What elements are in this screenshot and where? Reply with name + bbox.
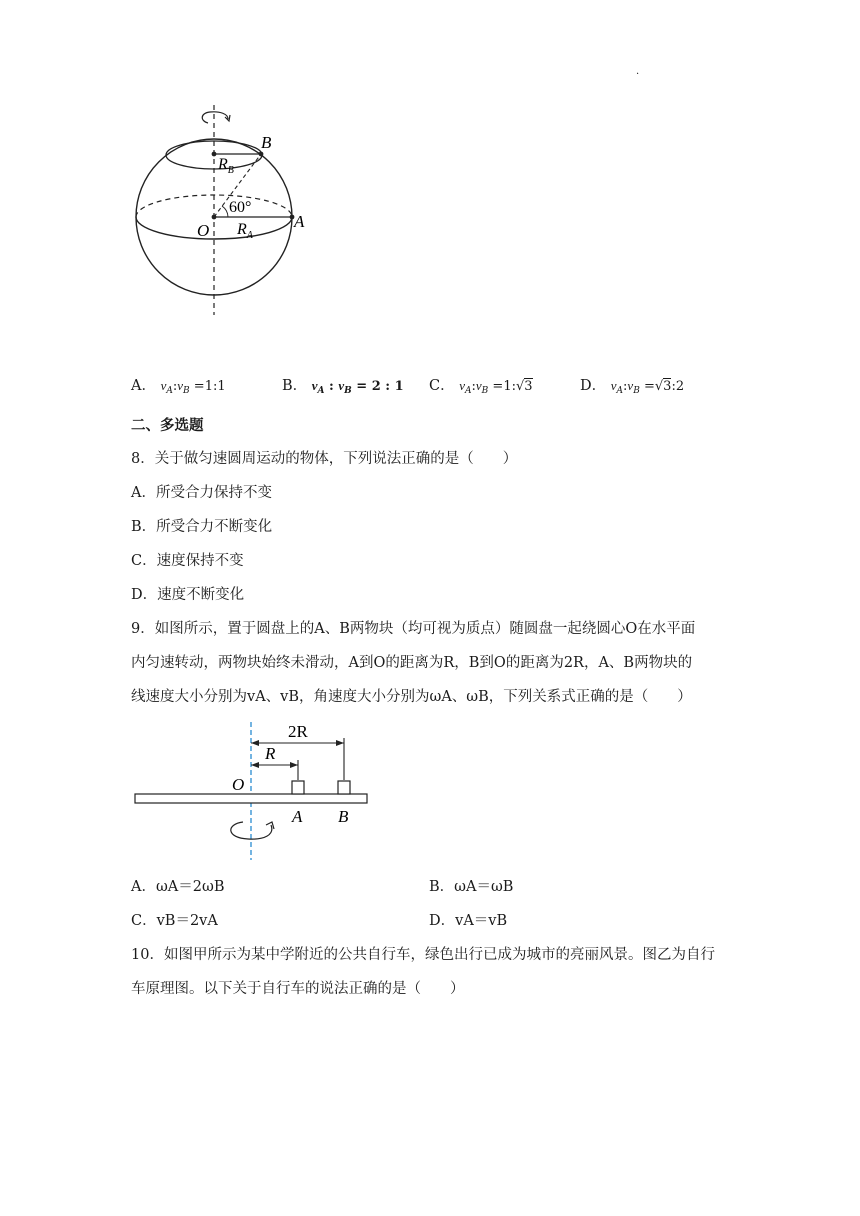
- label-ra: $R_A$: [237, 221, 253, 241]
- q8-option-a: A．所受合力保持不变: [131, 485, 272, 501]
- label-angle: 60°: [229, 199, 252, 216]
- q9-line-1: 9．如图所示，置于圆盘上的A、B两物块（均可视为质点）随圆盘一起绕圆心O在水平面: [131, 621, 696, 637]
- q7-option-a: A． $v_A:v_B$ =1:1: [131, 378, 226, 396]
- q9-option-a: A．ωA＝2ωB: [131, 879, 225, 895]
- label-2r: 2R: [288, 722, 308, 741]
- label-b: B: [338, 807, 349, 826]
- header-dot: .: [636, 66, 640, 77]
- block-b: [338, 781, 350, 794]
- q9-option-d: D．vA＝vB: [429, 913, 508, 929]
- q8-option-d: D．速度不断变化: [131, 587, 245, 603]
- q7-option-d: D． $v_A:v_B$ =√3:2: [580, 378, 685, 396]
- label-o: O: [232, 775, 245, 794]
- sqrt-icon: √: [654, 379, 664, 394]
- label-a: A: [294, 212, 305, 231]
- point-o: [212, 215, 217, 220]
- q7-option-b: B． $v_A$ : $v_B = 2$ : 1: [282, 378, 404, 396]
- disc-plate: [135, 794, 367, 803]
- point-b: [259, 152, 264, 157]
- q9-option-c: C．vB＝2vA: [131, 913, 218, 929]
- q7-option-c: C． $v_A:v_B$ =1:√3: [429, 378, 533, 396]
- q8-option-b: B．所受合力不断变化: [131, 519, 273, 535]
- disc-figure: [130, 718, 380, 863]
- label-r: R: [265, 744, 276, 763]
- label-b: B: [261, 133, 272, 152]
- block-a: [292, 781, 304, 794]
- q8-option-c: C．速度保持不变: [131, 553, 244, 569]
- q9-line-2: 内匀速转动，两物块始终未滑动，A到O的距离为R，B到O的距离为2R，A、B两物块的: [131, 655, 693, 671]
- label-a: A: [292, 807, 303, 826]
- sqrt-icon: √: [515, 379, 525, 394]
- sphere-figure: [130, 105, 330, 320]
- q9-option-b: B．ωA＝ωB: [429, 879, 514, 895]
- label-o: O: [197, 221, 210, 240]
- q8-stem: 8．关于做匀速圆周运动的物体，下列说法正确的是（ ）: [131, 451, 518, 467]
- label-rb: $R_B$: [218, 156, 234, 176]
- q10-line-2: 车原理图。以下关于自行车的说法正确的是（ ）: [131, 981, 465, 997]
- section-title: 二、多选题: [131, 417, 204, 434]
- q10-line-1: 10．如图甲所示为某中学附近的公共自行车，绿色出行已成为城市的亮丽风景。图乙为自行: [131, 947, 715, 963]
- rotation-arrow: [202, 112, 228, 123]
- q9-line-3: 线速度大小分别为vA、vB，角速度大小分别为ωA、ωB，下列关系式正确的是（ ）: [131, 689, 692, 705]
